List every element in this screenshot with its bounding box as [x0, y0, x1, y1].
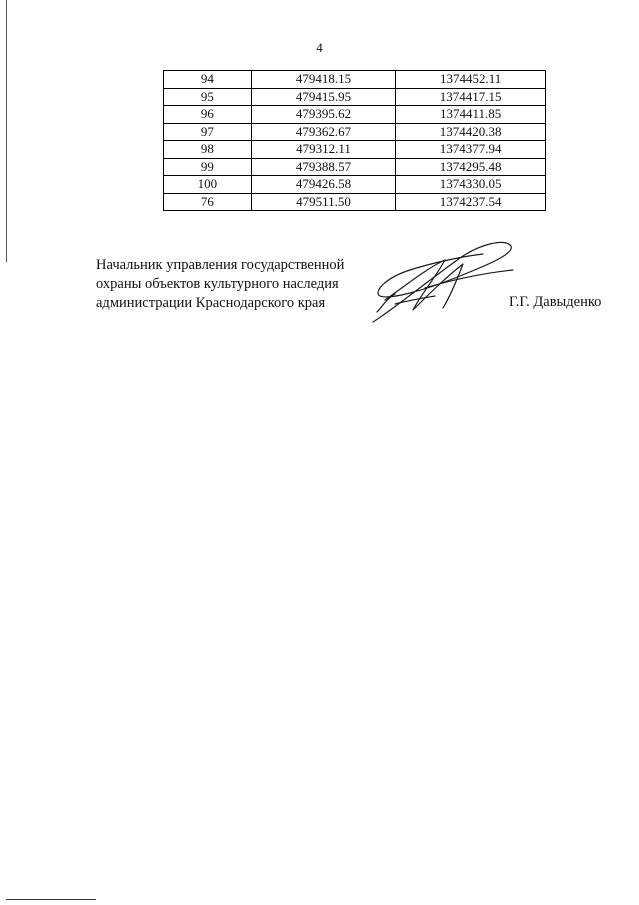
table-row: [164, 193, 546, 211]
handwritten-signature: [365, 238, 517, 324]
y-coordinate-cell: 1374295.48: [396, 158, 546, 176]
footer-rule: [6, 899, 96, 900]
x-coordinate-cell: 479395.62: [251, 106, 396, 124]
y-coordinate-cell: 1374417.15: [396, 88, 546, 106]
signatory-name: Г.Г. Давыденко: [509, 294, 602, 310]
point-number-cell: 94: [164, 71, 252, 89]
y-coordinate-cell: 1374452.11: [396, 71, 546, 89]
coordinates-table: [163, 70, 546, 211]
point-number-cell: 97: [164, 123, 252, 141]
signatory-position-line: охраны объектов культурного наследия: [96, 276, 339, 292]
point-number-cell: 100: [164, 176, 252, 194]
table-row: [164, 141, 546, 159]
signatory-position-line: Начальник управления государственной: [96, 257, 345, 273]
y-coordinate-cell: 1374377.94: [396, 141, 546, 159]
x-coordinate-cell: 479362.67: [251, 123, 396, 141]
coordinates-table-body: [164, 71, 546, 211]
point-number-cell: 98: [164, 141, 252, 159]
signatory-position: [96, 256, 344, 313]
table-row: [164, 88, 546, 106]
x-coordinate-cell: 479388.57: [251, 158, 396, 176]
table-row: [164, 158, 546, 176]
point-number-cell: 76: [164, 193, 252, 211]
signatory-position-line: администрации Краснодарского края: [96, 295, 326, 311]
page-number: 4: [316, 40, 323, 55]
x-coordinate-cell: 479418.15: [251, 71, 396, 89]
point-number-cell: 99: [164, 158, 252, 176]
x-coordinate-cell: 479312.11: [251, 141, 396, 159]
x-coordinate-cell: 479426.58: [251, 176, 396, 194]
y-coordinate-cell: 1374411.85: [396, 106, 546, 124]
y-coordinate-cell: 1374420.38: [396, 123, 546, 141]
table-row: [164, 106, 546, 124]
table-row: [164, 123, 546, 141]
table-row: [164, 71, 546, 89]
point-number-cell: 95: [164, 88, 252, 106]
point-number-cell: 96: [164, 106, 252, 124]
y-coordinate-cell: 1374330.05: [396, 176, 546, 194]
x-coordinate-cell: 479511.50: [251, 193, 396, 211]
x-coordinate-cell: 479415.95: [251, 88, 396, 106]
y-coordinate-cell: 1374237.54: [396, 193, 546, 211]
table-row: [164, 176, 546, 194]
